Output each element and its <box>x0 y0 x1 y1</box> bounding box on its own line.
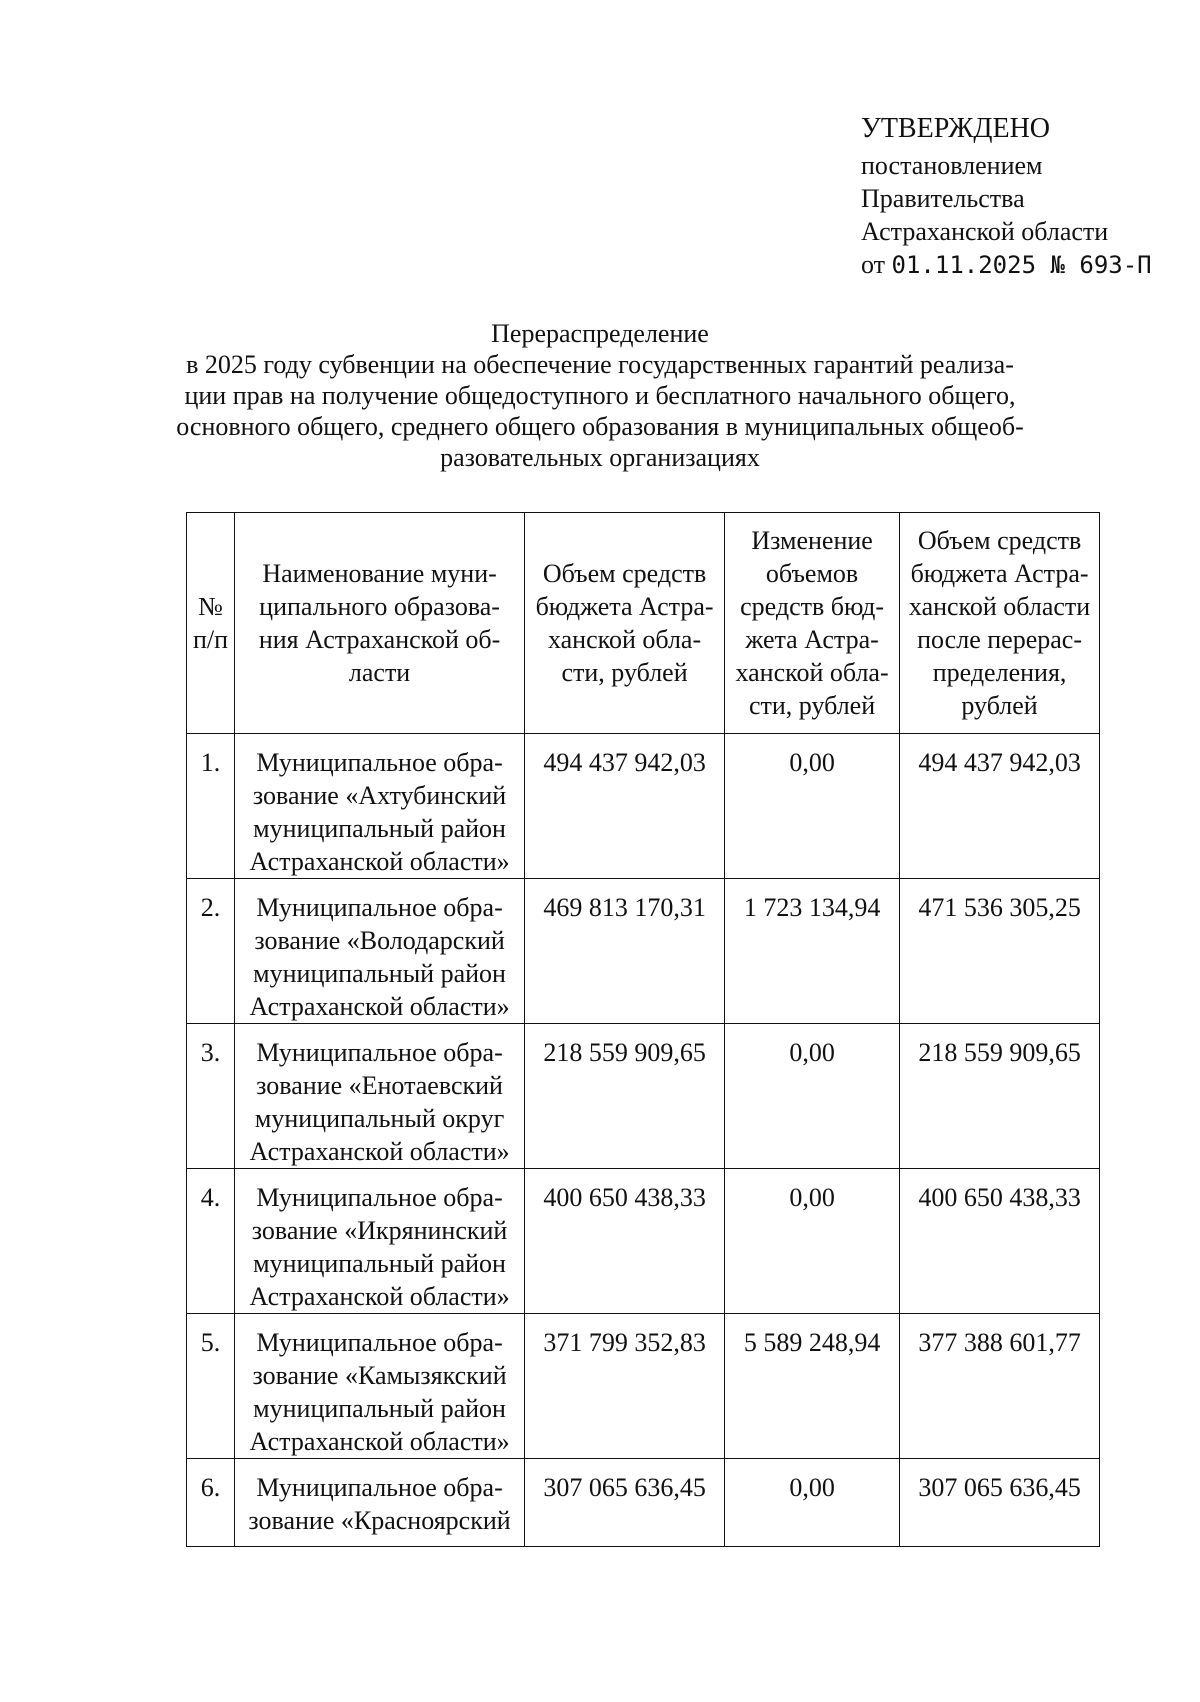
header-line: пределения, <box>932 658 1067 687</box>
approval-block <box>861 112 1152 282</box>
approval-heading: УТВЕРЖДЕНО <box>861 113 1051 144</box>
approval-prefix: от <box>861 250 886 279</box>
title-line: Перераспределение <box>491 319 709 348</box>
municipality-name-line: зование «Енотаевский <box>256 1071 503 1100</box>
header-line: № <box>198 592 223 621</box>
municipality-name-line: Муниципальное обра- <box>256 748 503 777</box>
approval-number: 01.11.2025 № 693-П <box>891 251 1152 279</box>
volume-change: 1 723 134,94 <box>725 879 900 1024</box>
row-number: 2. <box>187 879 235 1024</box>
header-line: сти, рублей <box>748 691 876 720</box>
municipality-name-line: зование «Володарский <box>254 926 505 955</box>
header-change <box>725 513 900 734</box>
municipality-name-line: муниципальный район <box>253 814 506 843</box>
municipality-name-line: Астраханской области» <box>249 1282 510 1311</box>
municipality-name-line: Астраханской области» <box>249 992 510 1021</box>
volume-after: 307 065 636,45 <box>900 1459 1100 1547</box>
header-line: бюджета Астра- <box>910 559 1089 588</box>
title-line: в 2025 году субвенции на обеспечение государственных гарантий реализа- <box>186 350 1014 379</box>
title-line: разовательных организациях <box>440 443 760 472</box>
municipality-name-line: муниципальный округ <box>254 1104 505 1133</box>
header-line: ния Астраханской об- <box>258 625 501 654</box>
header-line: Изменение <box>751 526 873 555</box>
header-line: сти, рублей <box>561 658 688 687</box>
table-row <box>187 1024 1100 1169</box>
approval-line-2: Правительства <box>861 184 1025 213</box>
municipality-name-line: зование «Красноярский <box>248 1506 511 1535</box>
table-row <box>187 1169 1100 1314</box>
municipality-name-line: Муниципальное обра- <box>256 1328 503 1357</box>
approval-line-3: Астраханской области <box>861 217 1109 246</box>
header-line: средств бюд- <box>740 592 884 621</box>
approval-line-1: постановлением <box>861 151 1043 180</box>
title-line: ции прав на получение общедоступного и бесплатного начального общего, <box>184 381 1016 410</box>
volume-before: 371 799 352,83 <box>525 1314 725 1459</box>
volume-change: 0,00 <box>725 1169 900 1314</box>
title-line: основного общего, среднего общего образования в муниципальных общеоб- <box>176 412 1024 441</box>
table-header-row <box>187 513 1100 734</box>
municipality-name-line: муниципальный район <box>253 1394 506 1423</box>
municipality-name-line: Астраханской области» <box>249 1427 510 1456</box>
volume-change: 0,00 <box>725 734 900 879</box>
municipality-name <box>235 1459 525 1547</box>
volume-before: 307 065 636,45 <box>525 1459 725 1547</box>
municipality-name-line: Муниципальное обра- <box>256 1473 503 1502</box>
municipality-name-line: зование «Икрянинский <box>251 1216 508 1245</box>
table-row <box>187 1314 1100 1459</box>
municipality-name <box>235 879 525 1024</box>
table-body <box>187 734 1100 1547</box>
header-line: ханской обла- <box>547 625 702 654</box>
header-volume-after <box>900 513 1100 734</box>
redistribution-table <box>186 512 1100 1547</box>
header-line: после перерас- <box>917 625 1082 654</box>
volume-change: 0,00 <box>725 1459 900 1547</box>
header-municipality <box>235 513 525 734</box>
volume-before: 400 650 438,33 <box>525 1169 725 1314</box>
header-line: п/п <box>193 625 229 654</box>
municipality-name-line: зование «Ахтубинский <box>252 781 507 810</box>
header-line: ципального образова- <box>259 592 500 621</box>
municipality-name-line: зование «Камызякский <box>252 1361 507 1390</box>
header-line: бюджета Астра- <box>535 592 714 621</box>
header-number <box>187 513 235 734</box>
volume-before: 469 813 170,31 <box>525 879 725 1024</box>
volume-after: 400 650 438,33 <box>900 1169 1100 1314</box>
municipality-name <box>235 1314 525 1459</box>
header-line: Объем средств <box>917 526 1082 555</box>
header-line: ханской обла- <box>735 658 889 687</box>
header-line: Наименование муни- <box>262 559 497 588</box>
row-number: 5. <box>187 1314 235 1459</box>
row-number: 4. <box>187 1169 235 1314</box>
table-row <box>187 1459 1100 1547</box>
header-line: ханской области <box>908 592 1091 621</box>
row-number: 1. <box>187 734 235 879</box>
volume-after: 218 559 909,65 <box>900 1024 1100 1169</box>
volume-after: 377 388 601,77 <box>900 1314 1100 1459</box>
row-number: 6. <box>187 1459 235 1547</box>
volume-change: 5 589 248,94 <box>725 1314 900 1459</box>
table-row <box>187 734 1100 879</box>
municipality-name-line: Муниципальное обра- <box>256 1038 503 1067</box>
header-volume-before <box>525 513 725 734</box>
table-row <box>187 879 1100 1024</box>
row-number: 3. <box>187 1024 235 1169</box>
header-line: рублей <box>961 691 1038 720</box>
municipality-name-line: муниципальный район <box>253 959 506 988</box>
volume-after: 494 437 942,03 <box>900 734 1100 879</box>
volume-change: 0,00 <box>725 1024 900 1169</box>
header-line: жета Астра- <box>745 625 879 654</box>
document-title <box>150 318 1050 473</box>
header-line: ласти <box>348 658 411 687</box>
municipality-name-line: Астраханской области» <box>249 847 510 876</box>
approval-date-number <box>861 248 1152 282</box>
municipality-name <box>235 734 525 879</box>
header-line: объемов <box>765 559 859 588</box>
municipality-name <box>235 1169 525 1314</box>
volume-before: 494 437 942,03 <box>525 734 725 879</box>
volume-after: 471 536 305,25 <box>900 879 1100 1024</box>
municipality-name-line: Астраханской области» <box>249 1137 510 1166</box>
municipality-name <box>235 1024 525 1169</box>
municipality-name-line: Муниципальное обра- <box>256 893 503 922</box>
header-line: Объем средств <box>542 559 707 588</box>
volume-before: 218 559 909,65 <box>525 1024 725 1169</box>
municipality-name-line: Муниципальное обра- <box>256 1183 503 1212</box>
municipality-name-line: муниципальный район <box>253 1249 506 1278</box>
